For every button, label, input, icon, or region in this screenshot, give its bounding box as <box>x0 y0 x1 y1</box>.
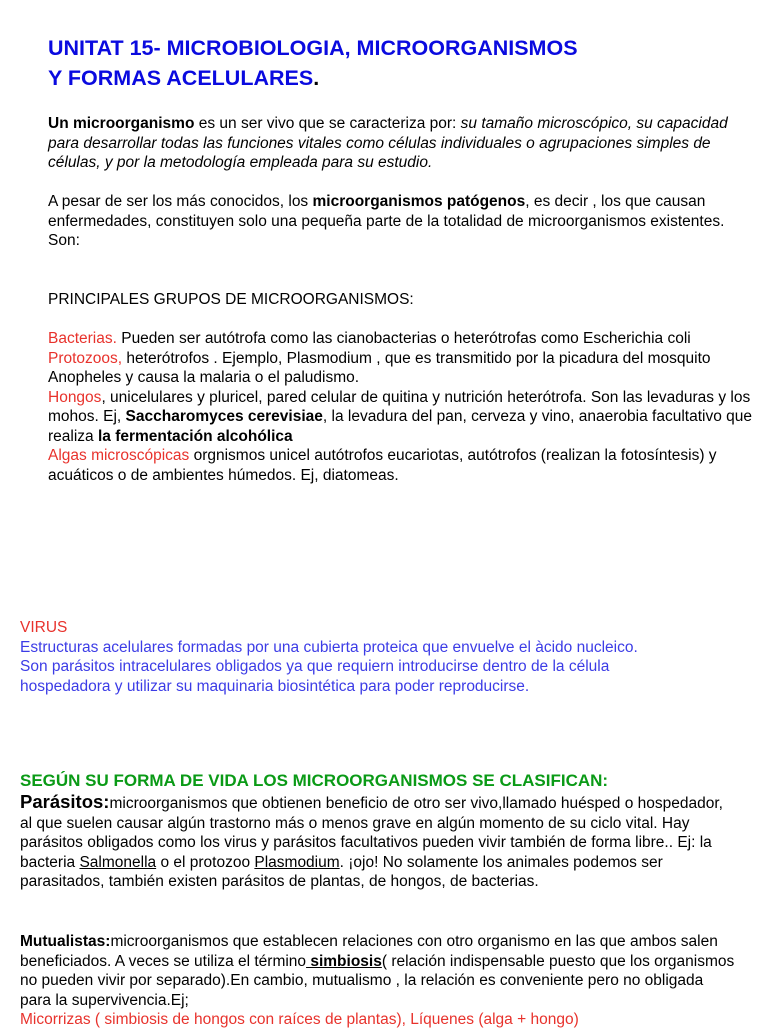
page-title <box>48 33 748 93</box>
virus-section <box>20 618 660 696</box>
hongos-fermentation: la fermentación alcohólica <box>97 427 293 445</box>
parasites-text-3: . ¡ojo! No solamente los animales podemos ser parasitados, también existen parásitos de plantas, de hongos, de bacterias. <box>20 853 663 890</box>
group-hongos <box>48 388 760 447</box>
hongos-label: Hongos <box>48 388 102 406</box>
hongos-text-2: , la levadura del pan, cerveza y vino, anaerobia facultativo que realiza <box>48 408 752 445</box>
virus-text-2: Son parásitos intracelulares obligados ya que requiern introducirse dentro de la célula hospedadora y utilizar su maquinaria biosintética para poder reproducirse. <box>20 658 610 695</box>
mutualists-examples: Micorrizas ( simbiosis de hongos con raíces de plantas), Líquenes (alga + hongo) <box>20 1011 579 1028</box>
mutualists-text-2: ( relación indispensable puesto que los organismos no pueden vivir por separado).En cambio, mutualismo , la relación es conveniente pero no obligada para la supervivencia.Ej; <box>20 952 735 1009</box>
pathogens-term: microorganismos patógenos <box>312 193 526 210</box>
mutualists-label: Mutualistas: <box>20 933 111 950</box>
groups-list <box>48 329 760 485</box>
plasmodium-term: Plasmodium <box>254 853 340 871</box>
pathogens-paragraph <box>48 192 760 251</box>
protozoos-label: Protozoos, <box>48 349 123 367</box>
virus-title: VIRUS <box>20 619 68 636</box>
mutualists-text-1: microorganismos que establecen relaciones con otro organismo en las que ambos salen beneficiados. A veces se utiliza el término <box>20 933 718 970</box>
pathogens-text-after: , es decir , los que causan enfermedades, constituyen solo una pequeña parte de la totalidad de microorganismos existentes. Son: <box>48 193 725 249</box>
parasites-text-2: o el protozoo <box>156 853 255 871</box>
groups-heading: PRINCIPALES GRUPOS DE MICROORGANISMOS: <box>48 291 414 308</box>
intro-term: Un microorganismo <box>48 115 195 132</box>
intro-paragraph <box>48 114 760 173</box>
pathogens-text-before: A pesar de ser los más conocidos, los <box>48 193 313 210</box>
title-line-1: UNITAT 15- MICROBIOLOGIA, MICROORGANISMOS <box>48 36 578 60</box>
parasites-text-1: microorganismos que obtienen beneficio de otro ser vivo,llamado huésped o hospedador, al que suelen causar algún trastorno más o menos grave en algún momento de su ciclo vital. Hay parásitos obligados como los virus y parásitos facultativos pueden vivir también de forma libre.. Ej: la bacteria <box>20 795 723 871</box>
mutualists-paragraph <box>20 932 735 1030</box>
intro-definition: su tamaño microscópico, su capacidad para desarrollar todas las funciones vitales como células individuales o agrupaciones simples de células, y por la metodología empleada para su estudio. <box>48 115 728 171</box>
parasites-label: Parásitos: <box>20 791 110 812</box>
bacterias-text: Pueden ser autótrofa como las cianobacterias o heterótrofas como Escherichia coli <box>116 330 691 347</box>
life-form-heading: SEGÚN SU FORMA DE VIDA LOS MICROORGANISMOS SE CLASIFICAN: <box>20 771 609 790</box>
group-algas <box>48 446 760 485</box>
bacterias-label: Bacterias. <box>48 330 117 347</box>
group-bacterias <box>48 329 760 349</box>
virus-text-1: Estructuras acelulares formadas por una cubierta proteica que envuelve el àcido nucleico. <box>20 638 638 656</box>
algas-text: orgnismos unicel autótrofos eucariotas, autótrofos (realizan la fotosíntesis) y acuáticos o de ambientes húmedos. Ej, diatomeas. <box>48 447 717 484</box>
salmonella-term: Salmonella <box>79 853 157 871</box>
algas-label: Algas microscópicas <box>48 447 190 464</box>
title-line-2: Y FORMAS ACELULARES <box>48 66 314 90</box>
title-dot: . <box>313 66 320 90</box>
hongos-species: Saccharomyces cerevisiae <box>125 408 323 425</box>
group-protozoos <box>48 349 760 388</box>
simbiosis-term: simbiosis <box>306 952 382 970</box>
hongos-text-1: , unicelulares y pluricel, pared celular de quitina y nutrición heterótrofa. Son las levaduras y los mohos. Ej, <box>48 388 751 425</box>
parasites-paragraph <box>20 792 735 892</box>
intro-text: es un ser vivo que se caracteriza por: <box>194 115 461 132</box>
protozoos-text: heterótrofos . Ejemplo, Plasmodium , que es transmitido por la picadura del mosquito Anopheles y causa la malaria o el paludismo. <box>48 349 711 386</box>
